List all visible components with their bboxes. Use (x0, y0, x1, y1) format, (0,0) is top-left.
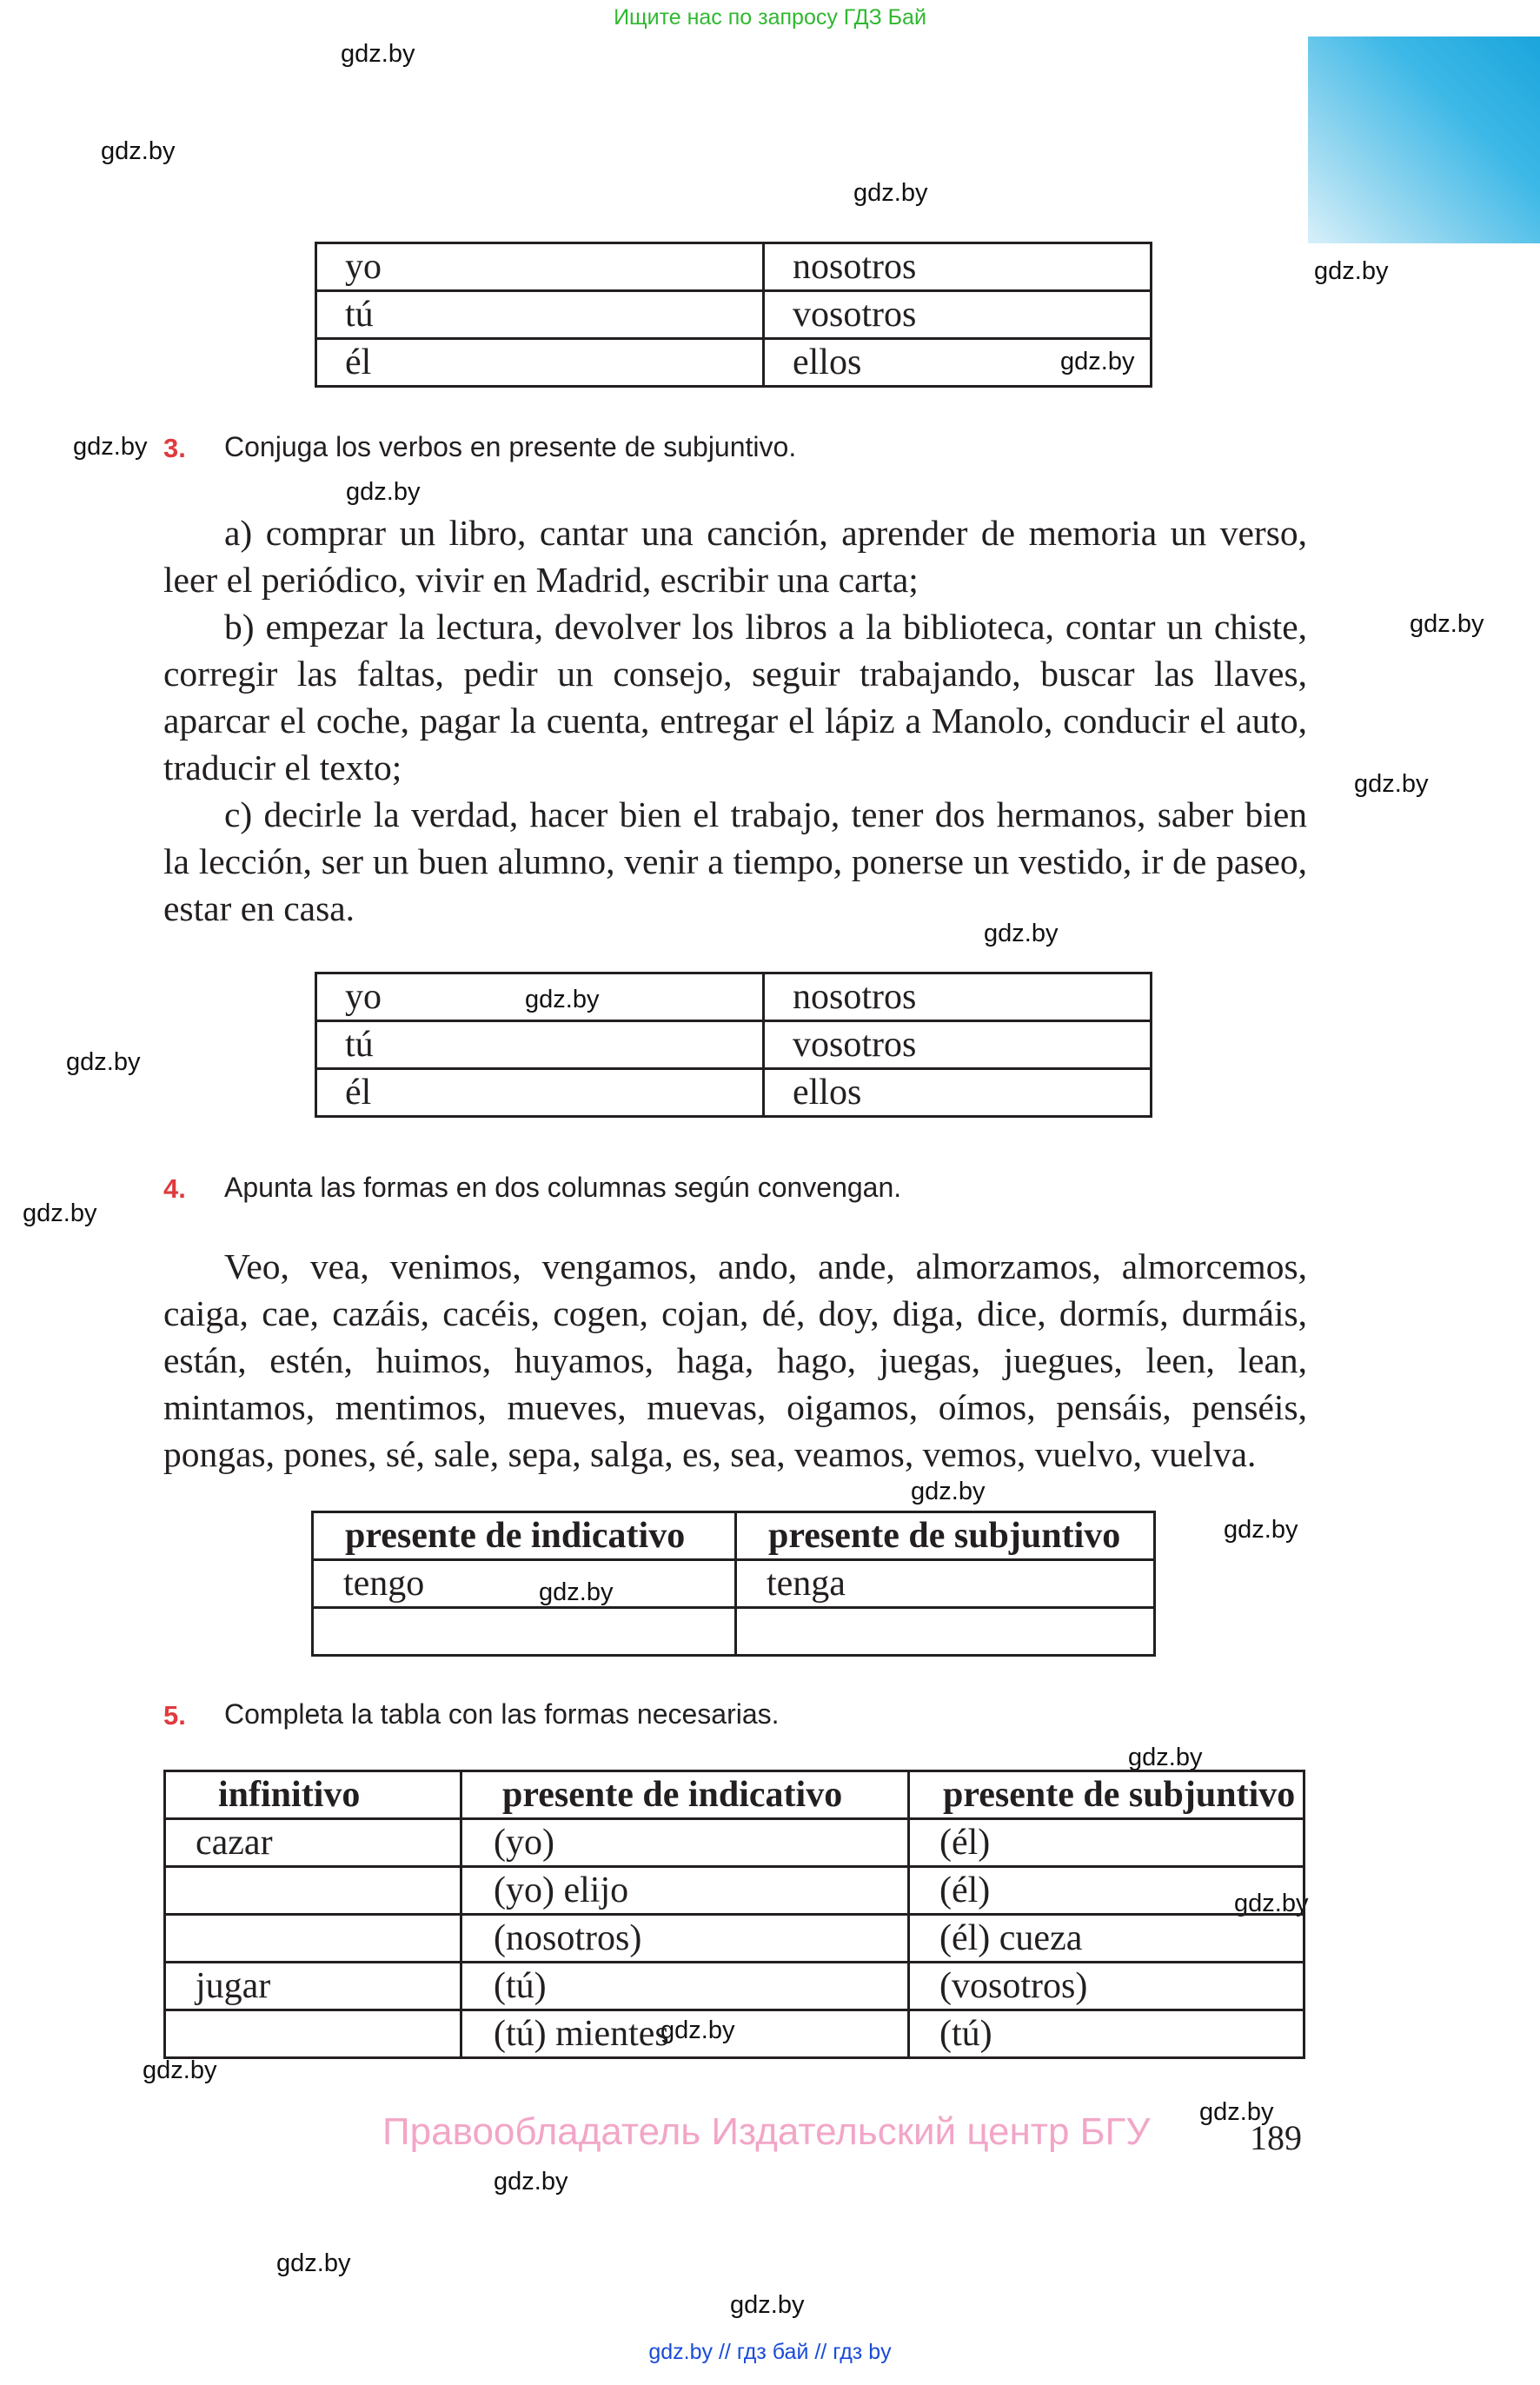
watermark: gdz.by (1410, 610, 1484, 638)
table-cell: (él) (909, 1867, 1304, 1915)
task-number: 3. (163, 433, 186, 463)
watermark: gdz.by (143, 2056, 217, 2084)
table-cell: vosotros (764, 1021, 1152, 1069)
table-row (165, 1819, 1304, 1867)
paragraph: Veo, vea, venimos, vengamos, ando, ande, almorzamos, almorcemos, caiga, cae, cazáis, cacéis, cogen, cojan, dé, doy, diga, dice, dormís, durmáis, están, estén, huimos, huyamos, haga, hago, juegas, juegues, leen, lean, mintamos, mentimos, mueves, muevas, oigamos, oímos, pensáis, penséis, pongas, pones, sé, sale, sepa, salga, es, sea, veamos, vemos, vuelvo, vuelva. (163, 1246, 1307, 1474)
table-cell: vosotros (764, 291, 1152, 339)
watermark: gdz.by (101, 137, 176, 165)
watermark: gdz.by (853, 179, 928, 207)
watermark: gdz.by (1199, 2098, 1274, 2126)
column-header: presente de subjuntivo (909, 1771, 1304, 1819)
table-row (316, 973, 1152, 1021)
watermark: gdz.by (1314, 257, 1389, 285)
watermark: gdz.by (23, 1199, 97, 1227)
paragraph: c) decirle la verdad, hacer bien el trabajo, tener dos hermanos, saber bien la lección, ser un buen alumno, venir a tiempo, ponerse un vestido, ir de paseo, estar en casa. (163, 794, 1307, 928)
page-number: 189 (1250, 2118, 1302, 2157)
table-cell: tengo (313, 1560, 736, 1608)
task-number: 4. (163, 1173, 186, 1204)
table-cell (736, 1608, 1155, 1656)
table-cell: tú (316, 1021, 764, 1069)
table-row (165, 1867, 1304, 1915)
table-row (165, 1963, 1304, 2010)
table-cell: (tú) (461, 1963, 909, 2010)
column-header: presente de indicativo (461, 1771, 909, 1819)
watermark: gdz.by (66, 1048, 141, 1076)
table-cell (165, 1915, 461, 1963)
table-row (313, 1608, 1155, 1656)
table-cell: (yo) (461, 1819, 909, 1867)
paragraph: a) comprar un libro, cantar una canción, aprender de memoria un verso, leer el periódico, vivir en Madrid, escribir una carta; (163, 513, 1307, 600)
table-row (316, 243, 1152, 291)
table-cell: ellos (764, 339, 1152, 387)
watermark: gdz.by (494, 2168, 568, 2196)
table-row (316, 339, 1152, 387)
watermark: gdz.by (1354, 770, 1429, 798)
table-cell: (él) (909, 1819, 1304, 1867)
pronoun-table-1 (315, 242, 1152, 388)
table-header-row (313, 1512, 1155, 1560)
task-number: 5. (163, 1700, 186, 1731)
watermark: gdz.by (1060, 348, 1135, 375)
table-cell: nosotros (764, 973, 1152, 1021)
watermark: gdz.by (73, 433, 148, 461)
table-row (165, 1915, 1304, 1963)
table-row (165, 2010, 1304, 2058)
table-cell: (tú) mientes (461, 2010, 909, 2058)
watermark: gdz.by (539, 1578, 614, 1606)
table-cell: jugar (165, 1963, 461, 2010)
table-cell (165, 1867, 461, 1915)
table-cell: (nosotros) (461, 1915, 909, 1963)
table-cell: (él) cueza (909, 1915, 1304, 1963)
table-cell: (vosotros) (909, 1963, 1304, 2010)
task-title: Completa la tabla con las formas necesarias. (224, 1698, 780, 1730)
watermark: gdz.by (341, 40, 415, 68)
table-row (316, 1021, 1152, 1069)
table-cell (313, 1608, 736, 1656)
watermark: gdz.by (911, 1478, 986, 1505)
indicativo-subjuntivo-table (311, 1511, 1156, 1657)
table-cell: (yo) elijo (461, 1867, 909, 1915)
pronoun-table-2 (315, 972, 1152, 1118)
table-cell: tenga (736, 1560, 1155, 1608)
table-cell: cazar (165, 1819, 461, 1867)
task-title: Conjuga los verbos en presente de subjuntivo. (224, 431, 797, 462)
column-header: presente de indicativo (313, 1512, 736, 1560)
column-header: infinitivo (165, 1771, 461, 1819)
copyright-notice: Правообладатель Издательский центр БГУ (382, 2110, 1151, 2153)
table-header-row (165, 1771, 1304, 1819)
table-cell: nosotros (764, 243, 1152, 291)
table-cell: yo (316, 243, 764, 291)
footer-links[interactable]: gdz.by // гдз бай // гдз by (648, 2340, 892, 2364)
column-header: presente de subjuntivo (736, 1512, 1155, 1560)
watermark: gdz.by (730, 2291, 805, 2319)
watermark: gdz.by (1224, 1516, 1298, 1544)
forms-table (163, 1770, 1305, 2059)
table-cell: él (316, 339, 764, 387)
table-cell: ellos (764, 1069, 1152, 1117)
top-banner[interactable]: Ищите нас по запросу ГДЗ Бай (614, 5, 926, 30)
table-cell: yo (316, 973, 764, 1021)
watermark: gdz.by (984, 920, 1059, 947)
table-row (316, 291, 1152, 339)
table-cell (165, 2010, 461, 2058)
task3-text (163, 509, 1307, 932)
table-cell: (tú) (909, 2010, 1304, 2058)
table-row (313, 1560, 1155, 1608)
watermark: gdz.by (276, 2249, 351, 2277)
watermark: gdz.by (660, 2016, 735, 2044)
watermark: gdz.by (525, 986, 600, 1013)
watermark: gdz.by (346, 478, 421, 506)
table-cell: él (316, 1069, 764, 1117)
table-cell: tú (316, 291, 764, 339)
corner-decoration (1308, 37, 1540, 243)
watermark: gdz.by (1234, 1890, 1309, 1917)
task-title: Apunta las formas en dos columnas según convengan. (224, 1172, 902, 1203)
watermark: gdz.by (1128, 1744, 1203, 1771)
task4-text (163, 1243, 1307, 1478)
table-row (316, 1069, 1152, 1117)
paragraph: b) empezar la lectura, devolver los libros a la biblioteca, contar un chiste, corregir las faltas, pedir un consejo, seguir trabajando, buscar las llaves, aparcar el coche, pagar la cuenta, entregar el lápiz a Manolo, conducir el auto, traducir el texto; (163, 607, 1307, 787)
